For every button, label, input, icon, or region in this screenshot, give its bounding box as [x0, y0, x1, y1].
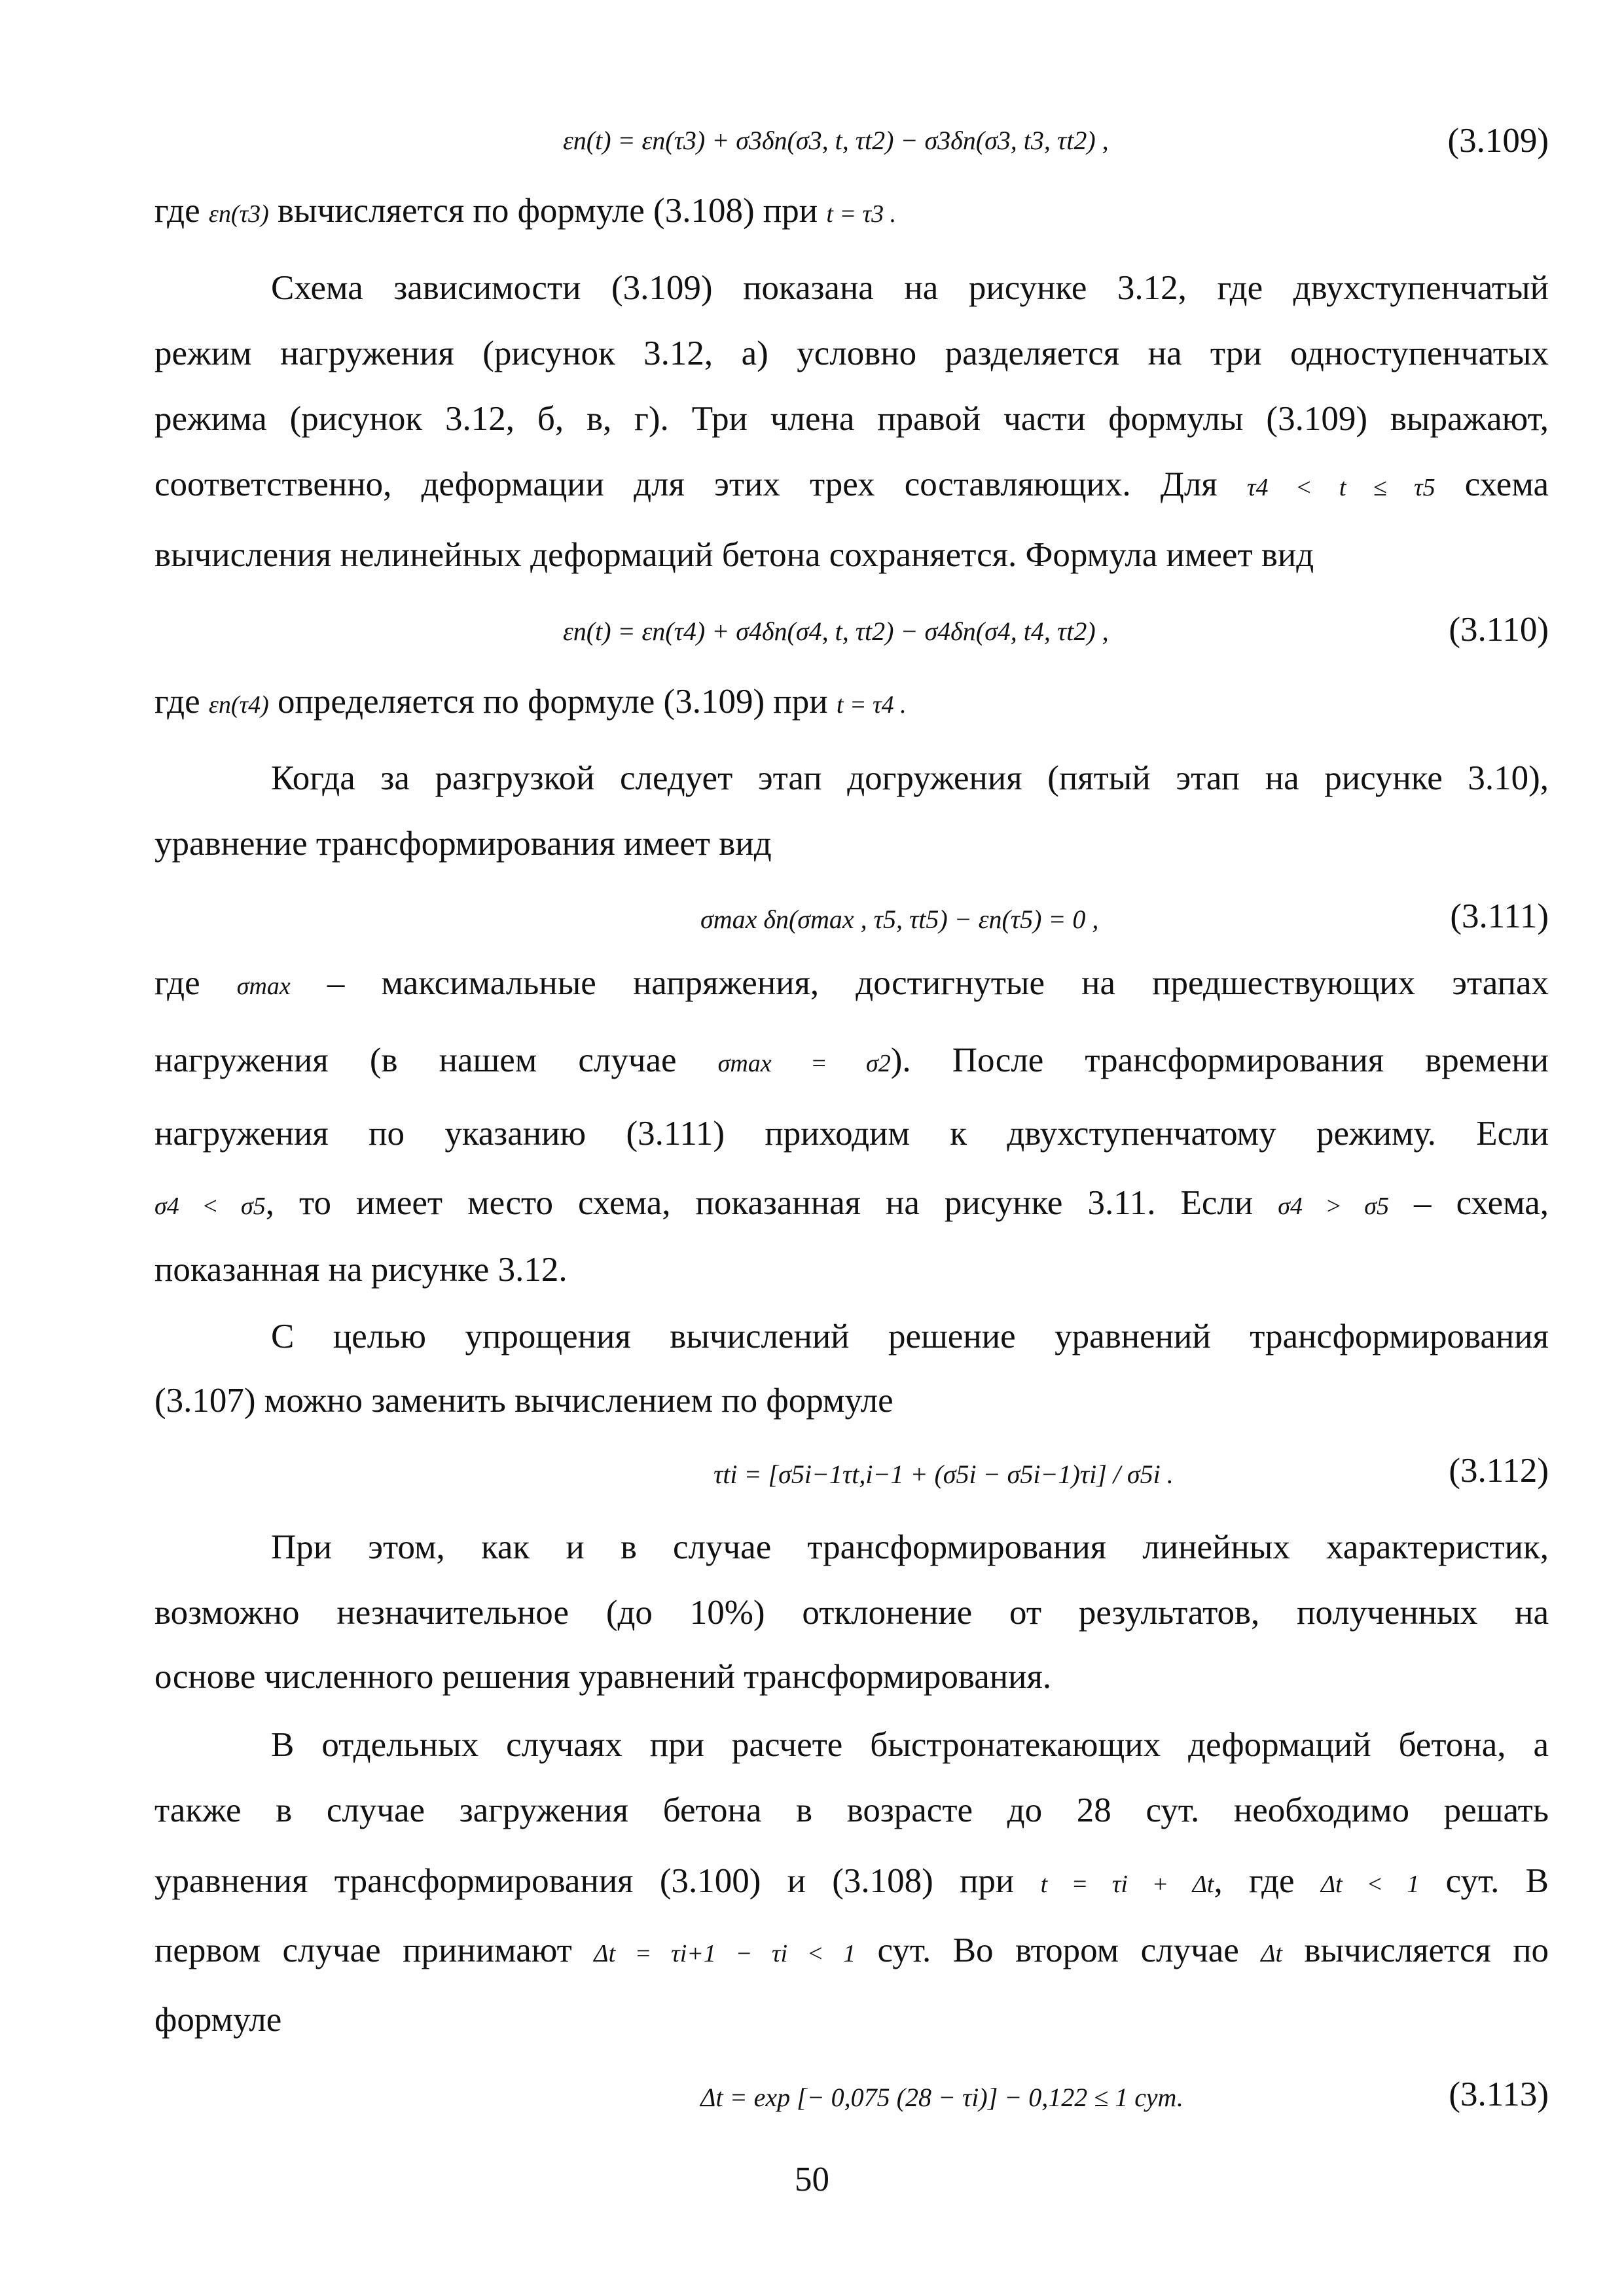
equation-number-3-110: (3.110): [1449, 611, 1549, 649]
text-line-08: Когда за разгрузкой следует этап догружения (пятый этап на рисунке 3.10),: [271, 759, 1549, 797]
text-line-12: нагружения по указанию (3.111) приходим к двухступенчатому режиму. Если: [154, 1115, 1549, 1153]
text: вычисляется по формуле (3.108) при: [277, 192, 818, 230]
inline-math: σmax = σ2: [717, 1050, 891, 1077]
text-line-20: В отдельных случаях при расчете быстронатекающих деформаций бетона, а: [271, 1726, 1549, 1764]
text-line-10: [154, 962, 1549, 1007]
inline-math: σ4 > σ5: [1278, 1193, 1389, 1220]
inline-math: εn(τ4): [208, 691, 269, 719]
text: , где: [1214, 1862, 1295, 1900]
equation-number-3-109: (3.109): [1447, 122, 1549, 160]
text: определяется по формуле (3.109) при: [277, 683, 828, 721]
text-line-14: показанная на рисунке 3.12.: [154, 1251, 568, 1289]
equation-number-3-113: (3.113): [1449, 2075, 1549, 2113]
text-line-15: С целью упрощения вычислений решение уравнений трансформирования: [271, 1318, 1549, 1355]
text: вычисляется по: [1304, 1931, 1549, 1969]
text: схема: [1464, 465, 1549, 503]
text-line-01: [154, 190, 1549, 235]
text: нагружения (в нашем случае: [154, 1041, 677, 1079]
text-line-02: Схема зависимости (3.109) показана на рисунке 3.12, где двухступенчатый: [271, 269, 1549, 307]
text: первом случае принимают: [154, 1931, 572, 1969]
text: сут. В: [1445, 1862, 1549, 1900]
equation-3-109: εn(t) = εn(τ3) + σ3δn(σ3, t, τt2) − σ3δn(σ3, t3, τt2) ,: [563, 126, 1109, 155]
text-line-18: возможно незначительное (до 10%) отклонение от результатов, полученных на: [154, 1594, 1549, 1632]
equation-number-3-111: (3.111): [1450, 897, 1549, 935]
text-line-04: режима (рисунок 3.12, б, в, г). Три члена правой части формулы (3.109) выражают,: [154, 400, 1549, 438]
text-line-16: (3.107) можно заменить вычислением по формуле: [154, 1382, 893, 1420]
text-line-21: также в случае загружения бетона в возрасте до 28 сут. необходимо решать: [154, 1791, 1549, 1829]
text-line-19: основе численного решения уравнений трансформирования.: [154, 1658, 1052, 1696]
page-number: 50: [795, 2161, 829, 2198]
text: – схема,: [1414, 1184, 1549, 1222]
inline-math: τ4 < t ≤ τ5: [1246, 474, 1435, 501]
text-line-06: вычисления нелинейных деформаций бетона сохраняется. Формула имеет вид: [154, 536, 1314, 574]
text: соответственно, деформации для этих трех составляющих. Для: [154, 465, 1218, 503]
text-line-23: [154, 1929, 1549, 1975]
equation-3-112: τti = [σ5i−1τt,i−1 + (σ5i − σ5i−1)τi] / σ5i .: [713, 1460, 1174, 1489]
equation-3-113: Δt = exp [− 0,075 (28 − τi)] − 0,122 ≤ 1 сут.: [700, 2083, 1183, 2112]
text: где: [154, 192, 200, 230]
equation-number-3-112: (3.112): [1449, 1452, 1549, 1490]
inline-math: εn(τ3): [208, 200, 269, 228]
inline-math: Δt = τi+1 − τi < 1: [594, 1940, 856, 1967]
text-line-11: [154, 1039, 1549, 1085]
inline-math: t = τ4 .: [836, 691, 907, 719]
text: , то имеет место схема, показанная на рисунке 3.11. Если: [265, 1184, 1254, 1222]
text-line-09: уравнение трансформирования имеет вид: [154, 825, 772, 863]
text-line-13: [154, 1182, 1549, 1227]
inline-math: t = τ3 .: [826, 200, 897, 228]
text: – максимальные напряжения, достигнутые на предшествующих этапах: [327, 964, 1549, 1002]
inline-math: σmax: [236, 973, 291, 1000]
text-line-07: [154, 681, 1549, 726]
text-line-03: режим нагружения (рисунок 3.12, а) условно разделяется на три одноступенчатых: [154, 334, 1549, 372]
equation-3-111: σmax δn(σmax , τ5, τt5) − εn(τ5) = 0 ,: [700, 905, 1099, 934]
text: сут. Во втором случае: [877, 1931, 1239, 1969]
text: уравнения трансформирования (3.100) и (3.108) при: [154, 1862, 1015, 1900]
text-line-22: [154, 1860, 1549, 1905]
text-line-05: [154, 463, 1549, 509]
text-line-17: При этом, как и в случае трансформирования линейных характеристик,: [271, 1528, 1549, 1566]
text: где: [154, 683, 200, 721]
inline-math: σ4 < σ5: [154, 1193, 266, 1220]
text: ). После трансформирования времени: [890, 1041, 1549, 1079]
text: где: [154, 964, 200, 1002]
inline-math: t = τi + Δt: [1040, 1871, 1214, 1898]
equation-3-110: εn(t) = εn(τ4) + σ4δn(σ4, t, τt2) − σ4δn(σ4, t4, τt2) ,: [563, 617, 1109, 646]
inline-math: Δt: [1261, 1940, 1283, 1967]
inline-math: Δt < 1: [1320, 1871, 1420, 1898]
text-line-24: формуле: [154, 2001, 282, 2039]
